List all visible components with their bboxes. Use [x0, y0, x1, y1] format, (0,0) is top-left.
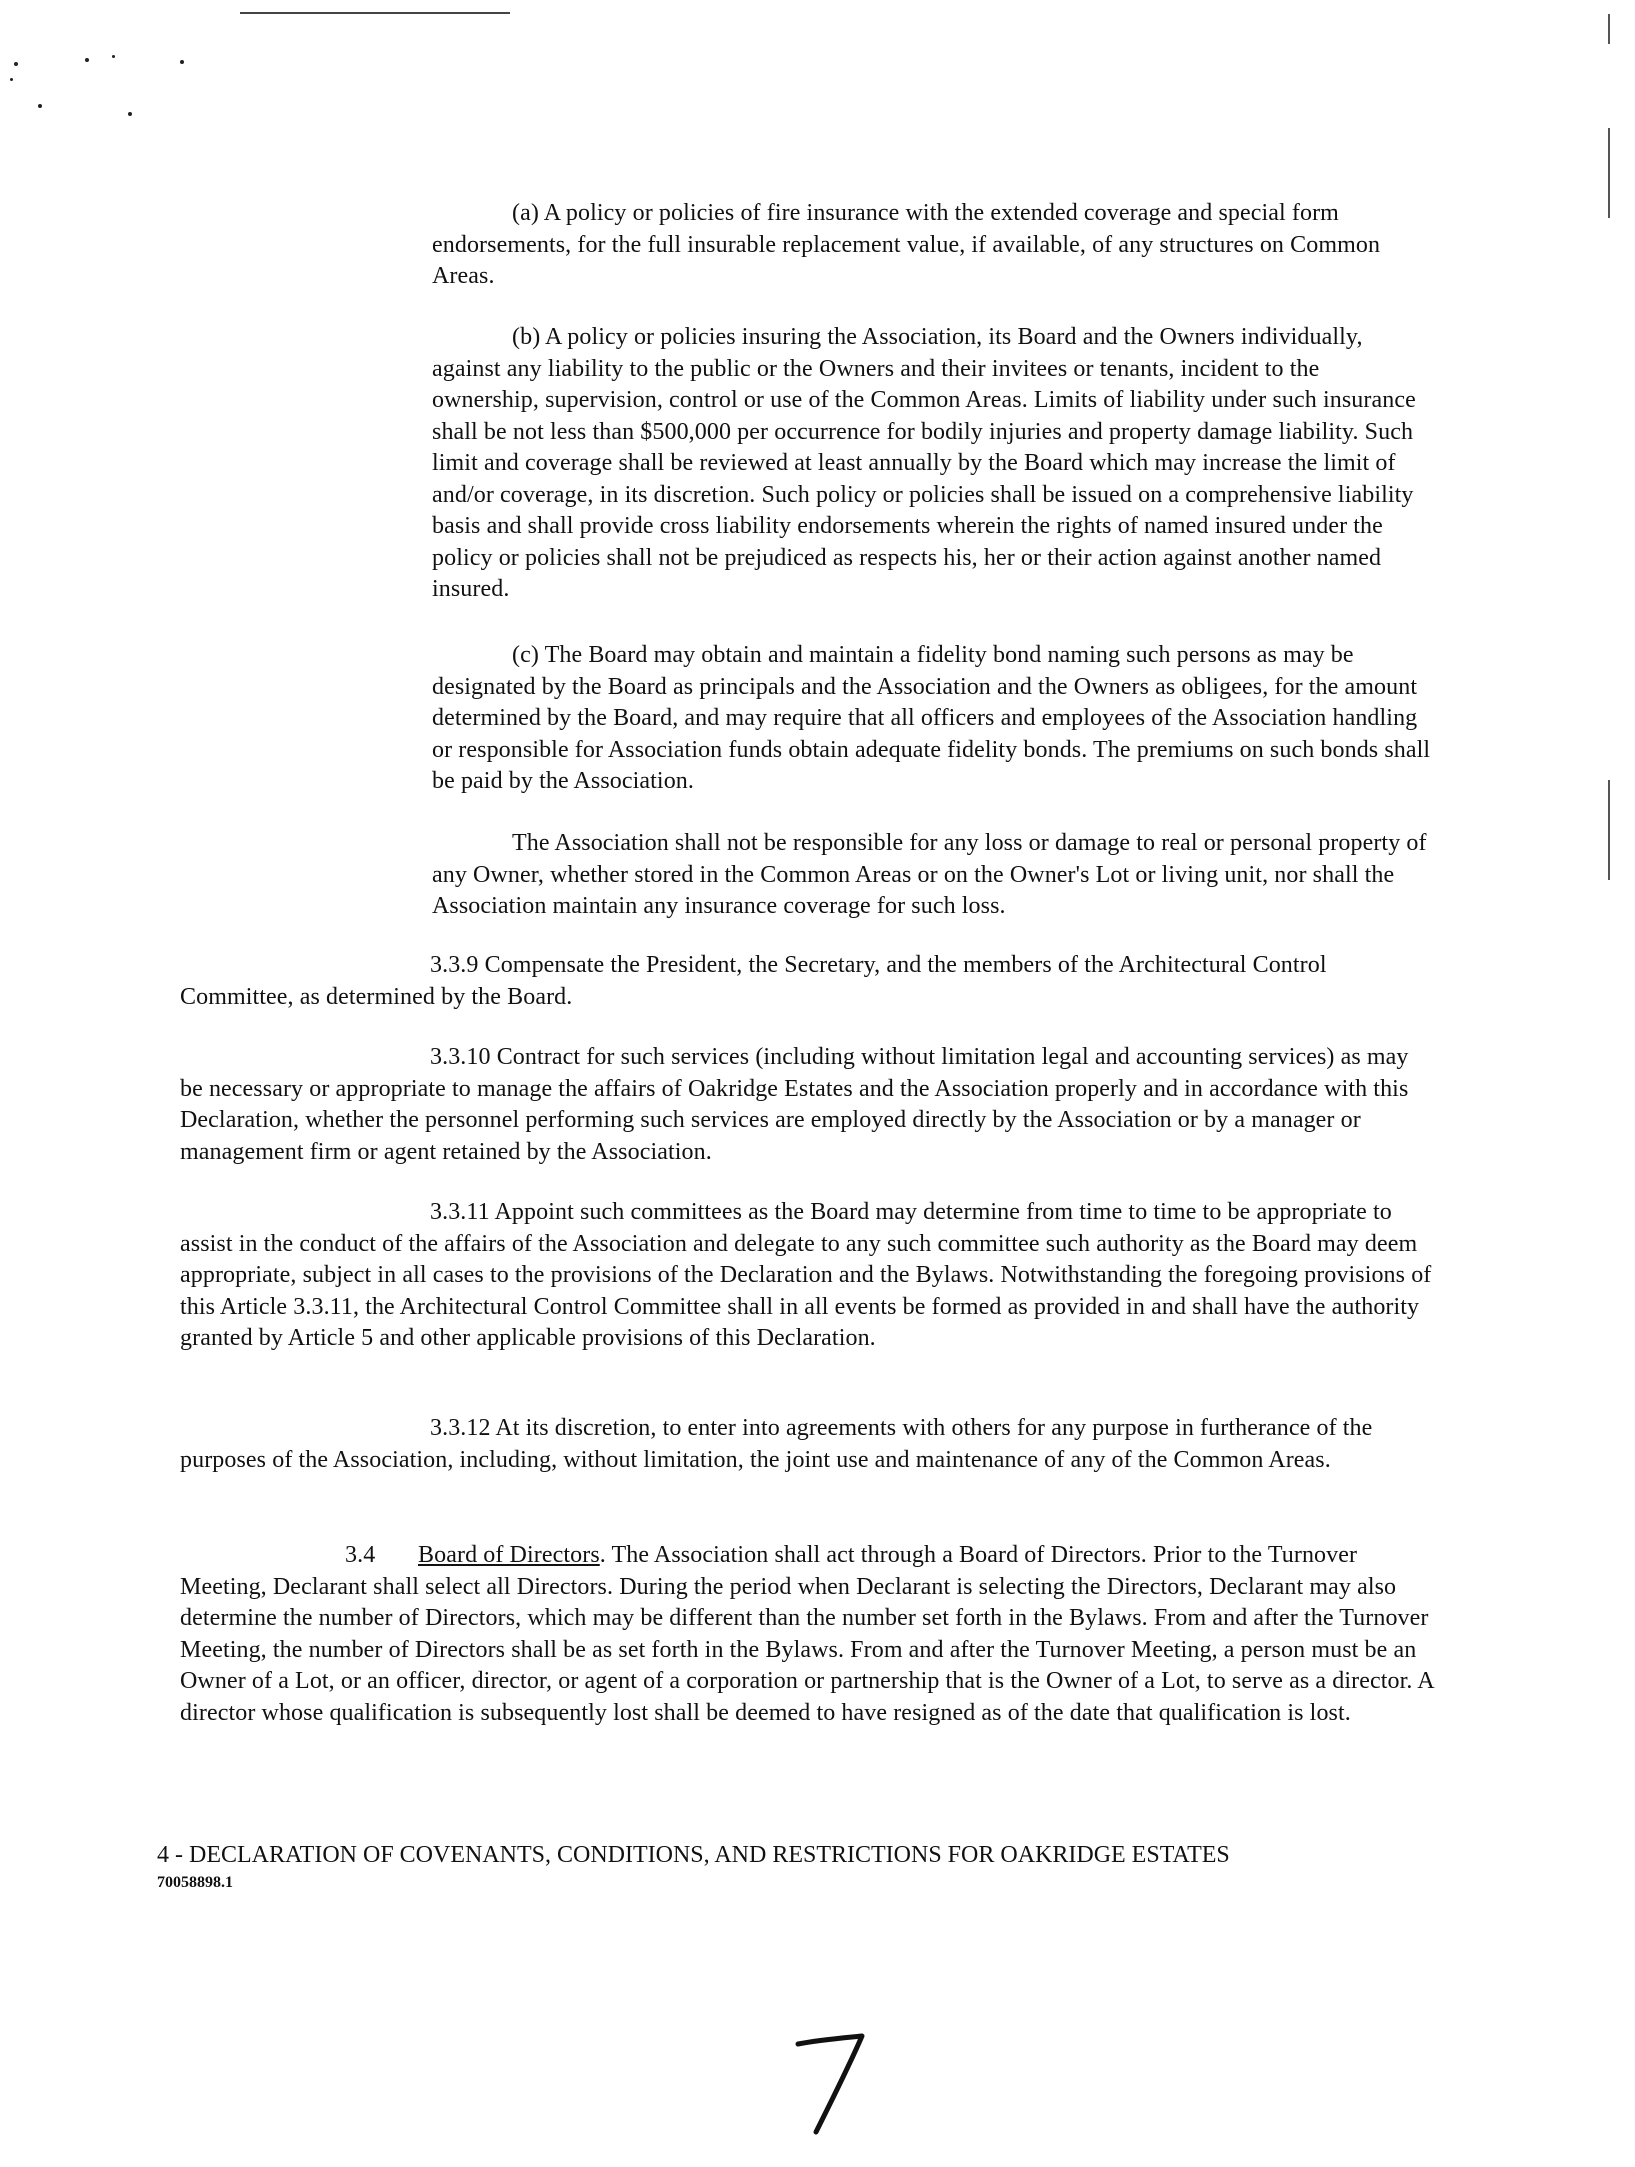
- scan-speck: [128, 112, 132, 116]
- scan-speck: [10, 78, 13, 81]
- scan-speck: [85, 58, 89, 62]
- scan-edge-mark: [1608, 780, 1610, 880]
- section-3-3-12: 3.3.12 At its discretion, to enter into agreements with others for any purpose in furtherance of the purposes of the Association, including, without limitation, the joint use and maintenance of any of the Common Areas.: [180, 1415, 1373, 1473]
- section-heading: Board of Directors: [418, 1542, 600, 1568]
- top-rule: [240, 12, 510, 14]
- paragraph-b: (b) A policy or policies insuring the Association, its Board and the Owners individually, against any liability to the public or the Owners and their invitees or tenants, incident to the ownership, supervision, control or use of the Common Areas. Limits of liability under such insurance shall be not less than $500,000 per occurrence for bodily injuries and property damage liability. Such limit and coverage shall be reviewed at least annually by the Board which may increase the limit of and/or coverage, in its discretion. Such policy or policies shall be issued on a comprehensive liability basis and shall provide cross liability endorsements wherein the rights of named insured under the policy or policies shall not be prejudiced as respects his, her or their action against another named insured.: [432, 324, 1416, 602]
- section-body: . The Association shall act through a Board of Directors. Prior to the Turnover Meeting, Declarant shall select all Directors. During the period when Declarant is selecting the Directors, Declarant may also determine the number of Directors, which may be different than the number set forth in the Bylaws. From and after the Turnover Meeting, the number of Directors shall be as set forth in the Bylaws. From and after the Turnover Meeting, a person must be an Owner of a Lot, or an officer, director, or agent of a corporation or partnership that is the Owner of a Lot, to serve as a director. A director whose qualification is subsequently lost shall be deemed to have resigned as of the date that qualification is lost.: [180, 1542, 1434, 1726]
- section-3-3-9: 3.3.9 Compensate the President, the Secretary, and the members of the Architectural Control Committee, as determined by the Board.: [180, 952, 1327, 1010]
- paragraph-a: (a) A policy or policies of fire insurance with the extended coverage and special form endorsements, for the full insurable replacement value, if available, of any structures on Common Areas.: [432, 200, 1381, 289]
- handwritten-page-number: [790, 2030, 870, 2140]
- scan-speck: [38, 104, 42, 108]
- section-3-4: [180, 1540, 1435, 1729]
- paragraph-c: (c) The Board may obtain and maintain a fidelity bond naming such persons as may be designated by the Board as principals and the Association and the Owners as obligees, for the amount determined by the Board, and may require that all officers and employees of the Association handling or responsible for Association funds obtain adequate fidelity bonds. The premiums on such bonds shall be paid by the Association.: [432, 642, 1431, 794]
- section-number: 3.4: [345, 1542, 376, 1568]
- footer-title: 4 - DECLARATION OF COVENANTS, CONDITIONS, AND RESTRICTIONS FOR OAKRIDGE ESTATES: [157, 1842, 1230, 1868]
- scan-speck: [112, 55, 115, 58]
- scan-speck: [180, 60, 184, 64]
- scan-speck: [14, 62, 18, 66]
- scan-edge-mark: [1608, 14, 1610, 44]
- paragraph-responsibility: The Association shall not be responsible for any loss or damage to real or personal property of any Owner, whether stored in the Common Areas or on the Owner's Lot or living unit, nor shall the Association maintain any insurance coverage for such loss.: [432, 830, 1427, 919]
- section-3-3-11: 3.3.11 Appoint such committees as the Board may determine from time to time to be appropriate to assist in the conduct of the affairs of the Association and delegate to any such committee such authority as the Board may deem appropriate, subject in all cases to the provisions of the Declaration and the Bylaws. Notwithstanding the foregoing provisions of this Article 3.3.11, the Architectural Control Committee shall in all events be formed as provided in and shall have the authority granted by Article 5 and other applicable provisions of this Declaration.: [180, 1199, 1432, 1351]
- scan-edge-mark: [1608, 128, 1610, 218]
- section-3-3-10: 3.3.10 Contract for such services (including without limitation legal and accounting services) as may be necessary or appropriate to manage the affairs of Oakridge Estates and the Association properly and in accordance with this Declaration, whether the personnel performing such services are employed directly by the Association or by a manager or management firm or agent retained by the Association.: [180, 1044, 1409, 1165]
- footer-doc-code: 70058898.1: [157, 1874, 233, 1891]
